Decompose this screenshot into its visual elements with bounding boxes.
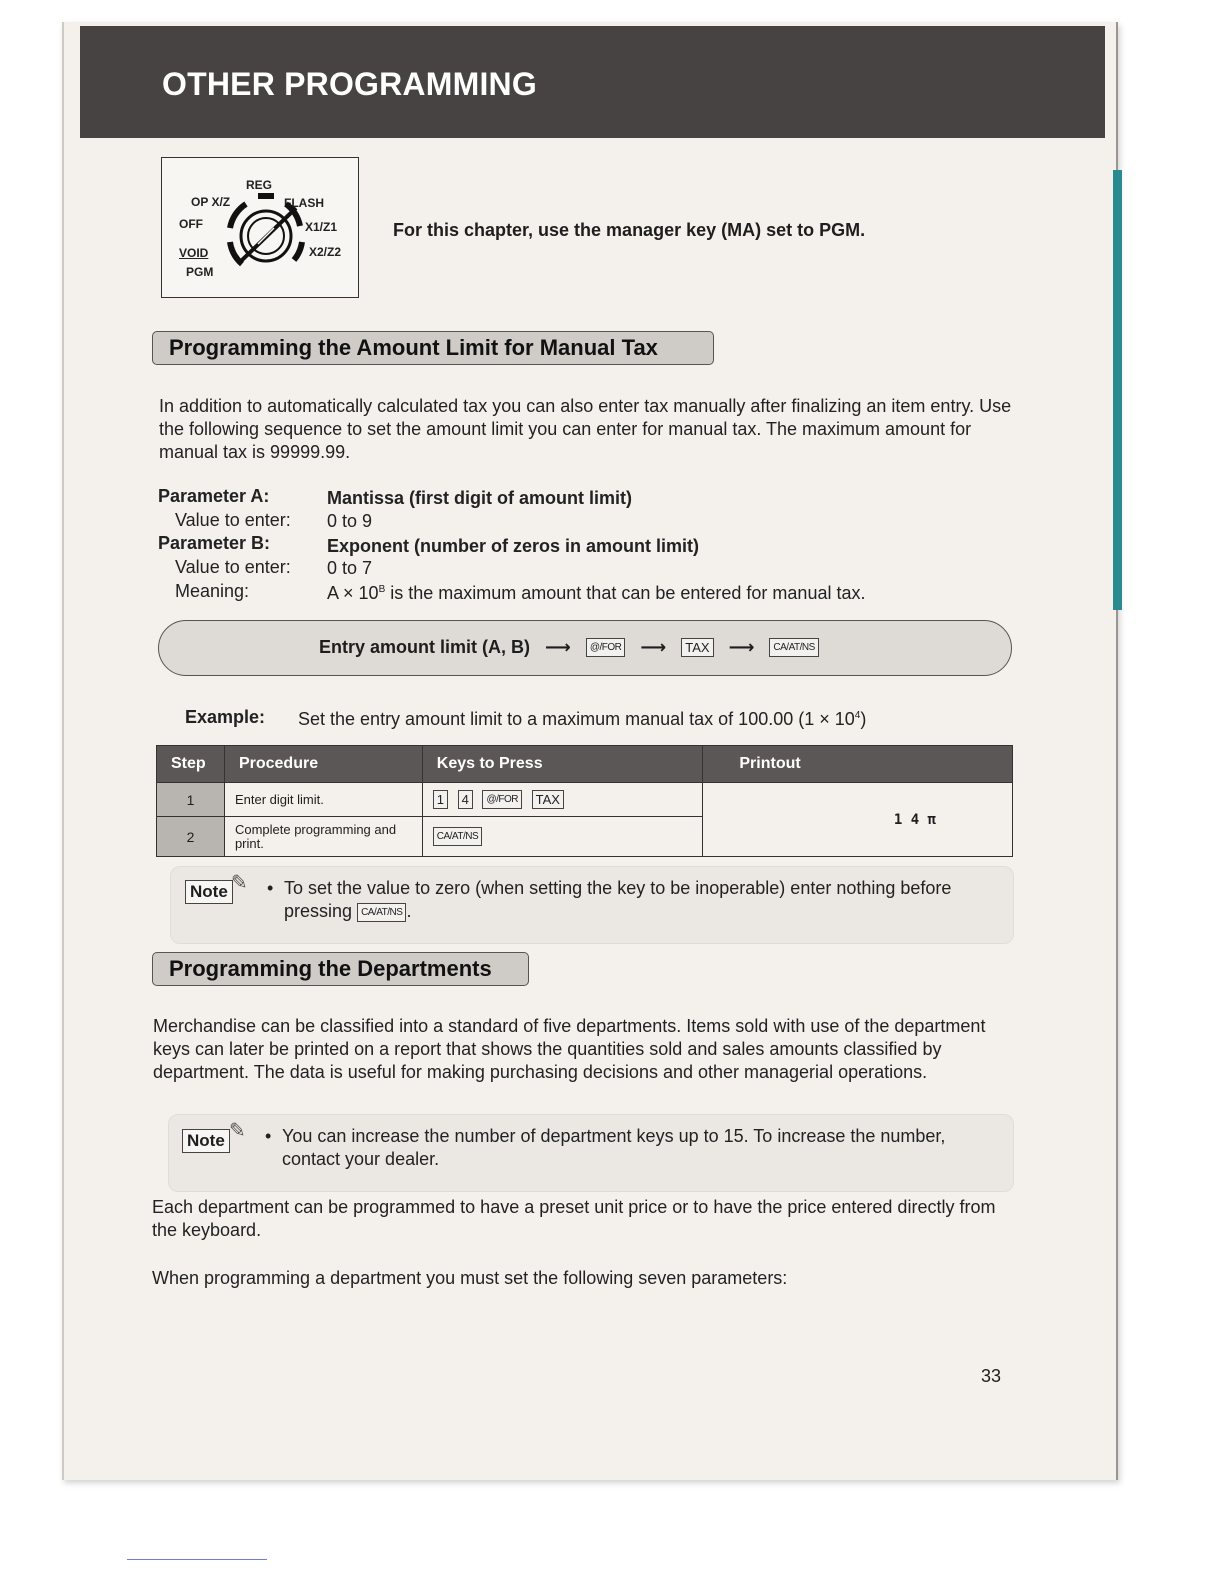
param-b-value: 0 to 7: [327, 558, 373, 578]
example-suffix: ): [860, 709, 867, 729]
meaning-prefix: A × 10: [327, 583, 379, 603]
example-prefix: Set the entry amount limit to a maximum manual tax of 100.00 (1 × 10: [298, 709, 855, 729]
page-header-bar: [80, 26, 1105, 138]
step-procedure: Enter digit limit.: [224, 783, 422, 817]
key-ca-at-ns: CA/AT/NS: [769, 638, 818, 657]
key-4: 4: [458, 790, 473, 809]
note-tag: Note: [185, 880, 233, 904]
example-exponent: 4: [854, 710, 861, 721]
param-b-desc: Exponent (number of zeros in amount limit): [327, 536, 700, 556]
table-header-row: [157, 746, 1013, 783]
meaning-label: Meaning:: [175, 581, 250, 601]
param-a-label: Parameter A:: [158, 486, 270, 506]
bullet-icon: •: [265, 1126, 272, 1146]
example-label: Example:: [185, 707, 266, 727]
arrow-right-icon: ⟶: [545, 636, 571, 657]
param-a-value-label: Value to enter:: [175, 510, 291, 530]
param-a-desc: Mantissa (first digit of amount limit): [327, 488, 632, 508]
meaning-suffix: is the maximum amount that can be entered for manual tax.: [385, 583, 866, 603]
key-ca-at-ns: CA/AT/NS: [357, 903, 406, 922]
meaning-text: [327, 583, 865, 604]
note-text-body: You can increase the number of department keys up to 15. To increase the number, contact your dealer.: [282, 1126, 946, 1169]
arrow-right-icon: ⟶: [728, 636, 755, 657]
dial-label-pgm: PGM: [186, 265, 214, 279]
pencil-icon: ✎: [231, 872, 248, 894]
departments-para-3: When programming a department you must set the following seven parameters:: [152, 1268, 788, 1288]
key-dial-icon: [220, 190, 310, 280]
page-edge-tab: [1113, 170, 1122, 610]
step-keys: [422, 783, 703, 817]
departments-intro: Merchandise can be classified into a standard of five departments. Items sold with use of the department keys can later be printed on a report that shows the quantities sold and sales amounts classified by department. The data is useful for making purchasing decisions and other managerial operations.: [153, 1016, 986, 1082]
step-number: 2: [157, 817, 225, 857]
table-row: [157, 783, 1013, 817]
dial-label-void: VOID: [179, 246, 209, 260]
link-underline: [127, 1559, 267, 1560]
key-sequence-box: [158, 620, 1012, 676]
header-step: Step: [157, 746, 225, 783]
note-dept-keys-text: [265, 1125, 965, 1171]
mode-switch-diagram: [161, 157, 359, 298]
header-keys: Keys to Press: [422, 746, 703, 783]
page-number: 33: [981, 1366, 1002, 1386]
dial-label-flash: FLASH: [284, 196, 324, 210]
key-sequence: [319, 636, 819, 658]
pencil-icon: ✎: [229, 1120, 246, 1142]
section-title-manual-tax: Programming the Amount Limit for Manual Tax: [152, 331, 714, 365]
note-text-body: To set the value to zero (when setting the key to be inoperable) enter nothing before pressing: [284, 878, 952, 921]
chapter-instruction: For this chapter, use the manager key (MA) set to PGM.: [393, 220, 866, 240]
departments-para-2: Each department can be programmed to have a preset unit price or to have the price entered directly from the keyboard.: [152, 1197, 996, 1240]
step-procedure: Complete programming and print.: [224, 817, 422, 857]
step-number: 1: [157, 783, 225, 817]
key-at-for: @/FOR: [482, 790, 522, 809]
meaning-exponent: B: [378, 584, 386, 595]
dial-label-opxz: OP X/Z: [191, 195, 231, 209]
step-keys: [422, 817, 703, 857]
dial-label-x2z2: X2/Z2: [309, 245, 342, 259]
param-a-value: 0 to 9: [327, 511, 373, 531]
key-at-for: @/FOR: [586, 638, 626, 657]
dial-label-x1z1: X1/Z1: [305, 220, 338, 234]
note-tag: Note: [182, 1129, 230, 1153]
param-b-label: Parameter B:: [158, 533, 271, 553]
example-steps-table: [156, 745, 1013, 857]
dial-label-off: OFF: [179, 217, 203, 231]
example-text: [298, 709, 866, 730]
arrow-right-icon: ⟶: [640, 636, 667, 657]
printout-cell: 1 4 π: [703, 783, 1013, 857]
section-title-departments: Programming the Departments: [152, 952, 529, 986]
header-procedure: Procedure: [224, 746, 422, 783]
note-zero-value-text: [267, 877, 987, 923]
param-b-value-label: Value to enter:: [175, 557, 291, 577]
dial-label-reg: REG: [246, 178, 273, 192]
key-tax: TAX: [681, 638, 713, 657]
key-tax: TAX: [532, 790, 564, 809]
key-1: 1: [433, 790, 448, 809]
header-printout: Printout: [703, 746, 1013, 783]
page-title: OTHER PROGRAMMING: [162, 66, 537, 102]
note-text-end: .: [406, 901, 412, 921]
key-ca-at-ns: CA/AT/NS: [433, 827, 482, 846]
bullet-icon: •: [267, 878, 274, 898]
sequence-label: Entry amount limit (A, B): [319, 636, 530, 657]
manual-tax-intro: In addition to automatically calculated tax you can also enter tax manually after finalizing an item entry. Use the following sequence to set the amount limit you can enter for manual tax. The maximum amount for manual tax is 99999.99.: [159, 396, 1012, 462]
